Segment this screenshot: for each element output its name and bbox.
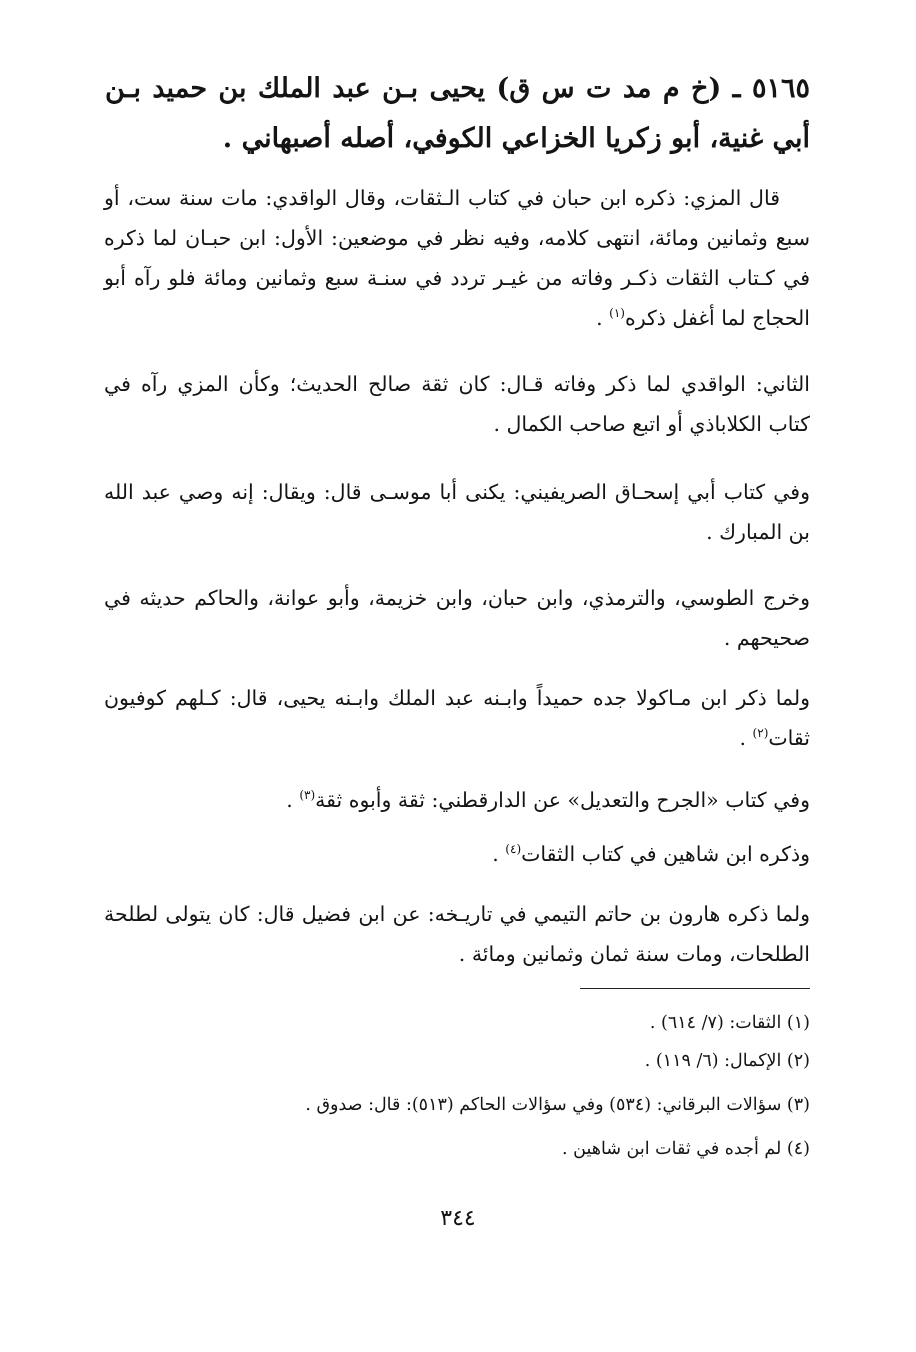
paragraph-tail: . (492, 842, 506, 866)
paragraph-text: وفي كتاب أبي إسحـاق الصريفيني: يكنى أبا موسـى قال: ويقال: إنه وصي عبد الله بن المبارك . (104, 480, 810, 544)
paragraph-sarifini (104, 472, 810, 552)
footnote-2: (٢) الإكمال: (٦/ ١١٩) . (644, 1051, 810, 1071)
footnote-1: (١) الثقات: (٧/ ٦١٤) . (649, 1013, 810, 1033)
paragraph-tail: . (286, 788, 300, 812)
paragraph-ibn-makula (104, 678, 810, 758)
paragraph-mizzi-note (104, 178, 810, 338)
paragraph-text: ولما ذكر ابن مـاكولا جده حميداً وابـنه عبد الملك وابـنه يحيى، قال: كـلهم كوفيون ثقات (104, 686, 810, 750)
footnote-ref[interactable]: (٣) (299, 788, 316, 803)
paragraph-takhrij (104, 578, 810, 658)
page-number: ٣٤٤ (440, 1206, 476, 1231)
paragraph-text: وذكره ابن شاهين في كتاب الثقات (521, 842, 810, 866)
footnote-ref[interactable]: (١) (609, 306, 625, 321)
paragraph-harun-tamimi (104, 894, 810, 974)
footnote-4: (٤) لم أجده في ثقات ابن شاهين . (562, 1139, 810, 1159)
paragraph-jarh-tadil (104, 780, 810, 820)
paragraph-text: ولما ذكره هارون بن حاتم التيمي في تاريـخه: عن ابن فضيل قال: كان يتولى لطلحة الطلحات، ومات سنة ثمان وثمانين ومائة . (104, 902, 810, 966)
paragraph-text: قال المزي: ذكره ابن حبان في كتاب الـثقات، وقال الواقدي: مات سنة ست، أو سبع وثمانين ومائة، انتهى كلامه، وفيه نظر في موضعين: الأول: ابن حبـان لما ذكره في كـتاب الثقات ذكـر وفاته من غيـر تردد في سنـة سبع وثمانين ومائة فلو رآه أبو الحجاج لما أغفل ذكره (104, 186, 810, 330)
paragraph-text: وفي كتاب «الجرح والتعديل» عن الدارقطني: ثقة وأبوه ثقة (315, 788, 810, 812)
entry-heading: ٥١٦٥ ـ (خ م مد ت س ق) يحيى بـن عبد الملك بن حميد بـن أبي غنية، أبو زكريا الخزاعي الكوفي، أصله أصبهاني . (105, 73, 810, 154)
paragraph-tail: . (596, 306, 610, 330)
paragraph-tail: . (739, 726, 753, 750)
paragraph-second-point (104, 364, 810, 444)
paragraph-text: وخرج الطوسي، والترمذي، وابن حبان، وابن خزيمة، وأبو عوانة، والحاكم حديثه في صحيحهم . (104, 586, 810, 650)
paragraph-ibn-shahin (104, 834, 810, 874)
footnote-ref[interactable]: (٤) (505, 842, 522, 857)
footnote-ref[interactable]: (٢) (752, 726, 769, 741)
footnote-divider (580, 988, 810, 989)
paragraph-text: الثاني: الواقدي لما ذكر وفاته قـال: كان ثقة صالح الحديث؛ وكأن المزي رآه في كتاب الكلاباذي أو اتبع صاحب الكمال . (104, 372, 810, 436)
footnote-3: (٣) سؤالات البرقاني: (٥٣٤) وفي سؤالات الحاكم (٥١٣): قال: صدوق . (305, 1095, 810, 1115)
